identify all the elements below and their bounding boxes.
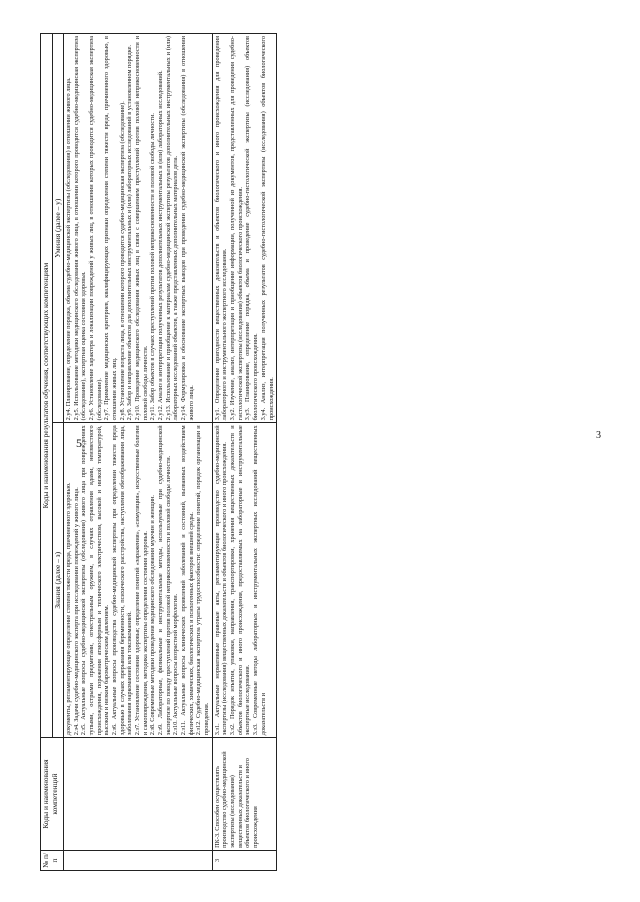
row-num-cell <box>64 850 213 870</box>
document-frame <box>40 33 592 871</box>
skill-item: 2.у5. Использование методики медицинского обследования живого лица, в отношении которого проводится судебно-медицинская экспертиза (обследование), экспертная оценка состояния здоровья. <box>72 36 88 421</box>
knowledge-item: 3.з3. Современные методы лабораторных и инструментальных экспертных исследований вещественных доказательств и <box>252 425 267 736</box>
rotated-table-wrapper <box>40 33 592 871</box>
knowledge-item: документы, регламентирующие определение степени тяжести вреда, причиненного здоровью. <box>65 482 73 736</box>
knowledge-item: 2.з9. Лабораторные, физикальные и инструментальные методы, используемые при судебно-медицинской экспертизе по поводу преступлений против половой неприкосновенности и половой свободы личности. <box>157 425 172 736</box>
skill-item: 3.у4. Анализ, интерпретация полученных результатов судебно-гистологической экспертизы (исследования) объектов биологического происхождения. <box>259 36 275 421</box>
header-num: № п/п <box>41 850 64 870</box>
page-number: 5 <box>76 436 82 450</box>
skill-item: 2.у14. Формулировка и обоснование экспертных выводов при проведении судебно-медицинской экспертизы (обследования) в отношении живого лица. <box>180 36 195 421</box>
header-knowledge: Знания (далее – з) <box>52 423 64 738</box>
skill-item: 3.у1. Определение пригодности вещественных доказательств и объектов биологического и иного происхождения для проведения лабораторного и инструментального экспертного исследования. <box>213 36 229 421</box>
knowledge-item: 3.з2. Порядок изъятия, упаковки, направления, транспортировки, хранения вещественных доказательств и объектов биологического и иного происхождения, предоставляемых на лабораторные и инструментальные экспертные исследования. <box>229 425 252 736</box>
header-skills: Умения (далее – у) <box>52 34 64 423</box>
skill-item: 2.у10. Проведение медицинского обследования живых лиц в связи с совершением преступлений против половой неприкосновенности и половой свободы личности. <box>134 36 149 421</box>
knowledge-item: 2.з5. Актуальные вопросы судебно-медицинской экспертизы (обследования) живого лица при повреждениях тупыми, острыми предметами, огнестрельным оружием, в случаях отравления ядами, неизвестного происхождения, поражения атмосферным и технического электричеством, высокой и низкой температурой, высоким и низким барометрическим давлением. <box>80 425 111 736</box>
knowledge-item: 2.з6. Актуальные вопросы производства судебно-медицинской экспертизы при определении тяжести вреда здоровью в случаях прерывания беременности, психического расстройства, наступления обезображивания лица, заболевания наркоманией или токсикоманией. <box>111 425 134 736</box>
table-row <box>212 34 276 871</box>
skill-item: 2.у4. Планирование, определение порядка, объема судебно-медицинской экспертизы (обследования) в отношении живого лица. <box>65 77 73 421</box>
competence-cell <box>64 738 213 851</box>
knowledge-item: 2.з11. Актуальные вопросы клинических проявлений заболеваний и состояний, вызванных воздействием физических, химических, биологических и психогенных факторов внешней среды. <box>180 425 195 736</box>
competence-cell: ПК-3. Способен осуществлять производство судебно-медицинской экспертизы (исследования) вещественных доказательств и объектов биологического и иного происхождения <box>212 738 276 851</box>
knowledge-cell <box>212 423 276 738</box>
competence-table <box>40 33 277 871</box>
knowledge-item: 2.з8. Современные методики проведения медицинского обследования мужчин и женщин. <box>149 495 157 736</box>
knowledge-item: 2.з10. Актуальные вопросы возрастной морфологии. <box>172 593 180 736</box>
header-results: Коды и наименования результатов обучения, соответствующих компетенциям <box>41 34 53 738</box>
skills-cell <box>212 34 276 423</box>
knowledge-item: 2.з12. Судебно-медицинская экспертиза утраты трудоспособности: определение понятий, порядок организации и проведения. <box>195 425 211 736</box>
skills-cell <box>64 34 213 423</box>
table-row <box>64 34 213 871</box>
skill-item: 2.у12. Анализ и интерпретация полученных результатов дополнительных инструментальных и (или) лабораторных исследований. <box>157 70 165 421</box>
skill-item: 2.у9. Забор и направление объектов для дополнительных инструментальных и (или) лабораторных исследований в установленном порядке. <box>126 44 134 421</box>
side-number: 3 <box>596 430 601 441</box>
skill-item: 3.у2. Изучение, анализ, интерпретация и приобщение информации, полученной из документов, представленных для проведения судебно-гистологической экспертизы (исследования) объектов биологического происхождения. <box>229 36 244 421</box>
skill-item: 2.у7. Применение медицинских критериев, квалифицирующих признаки определения степени тяжести вреда, причиненного здоровью, в отношении живых лиц. <box>103 36 119 421</box>
row-num-cell: 3 <box>212 850 276 870</box>
knowledge-item: 3.з1. Актуальные нормативные правовые акты, регламентирующие производство судебно-медицинской экспертизы (исследования) вещественных доказательств и объектов биологического и иного происхождения. <box>213 425 229 736</box>
skill-item: 2.у6. Установление характера и локализации повреждений у живых лиц, в отношении которых проводится судебно-медицинская экспертиза (обследование). <box>88 36 103 421</box>
knowledge-cell <box>64 423 213 738</box>
skill-item: 2.у8. Установление возраста лица, в отношении которого проводится судебно-медицинская экспертиза (обследование). <box>118 101 126 421</box>
knowledge-item: 2.з7. Установление состояния здоровья; определение понятий «заражения», «симуляция», искусственные болезни и самоповреждения, методика экспертизы определения состояния здоровья. <box>134 425 149 736</box>
skill-item: 3.у3. Планирование, определение порядка, объема и проведение судебно-гистологической экспертизы (исследования) объектов биологического происхождения. <box>244 36 260 421</box>
header-competence: Коды и наименования компетенций <box>41 738 64 851</box>
skill-item: 2.у11. Забор объектов в случаях преступлений против половой неприкосновенности и половой свободы личности. <box>149 113 157 421</box>
skill-item: 2.у13. Использование и приобщение к материалам судебно-медицинской экспертизы результатов дополнительных инструментальных и (или) лабораторных исследований объектов, а также представленных дополнительных материалов дела. <box>164 36 180 421</box>
knowledge-item: 2.з4. Задачи судебно-медицинского эксперта при исследовании повреждений у живого лица. <box>72 487 80 736</box>
